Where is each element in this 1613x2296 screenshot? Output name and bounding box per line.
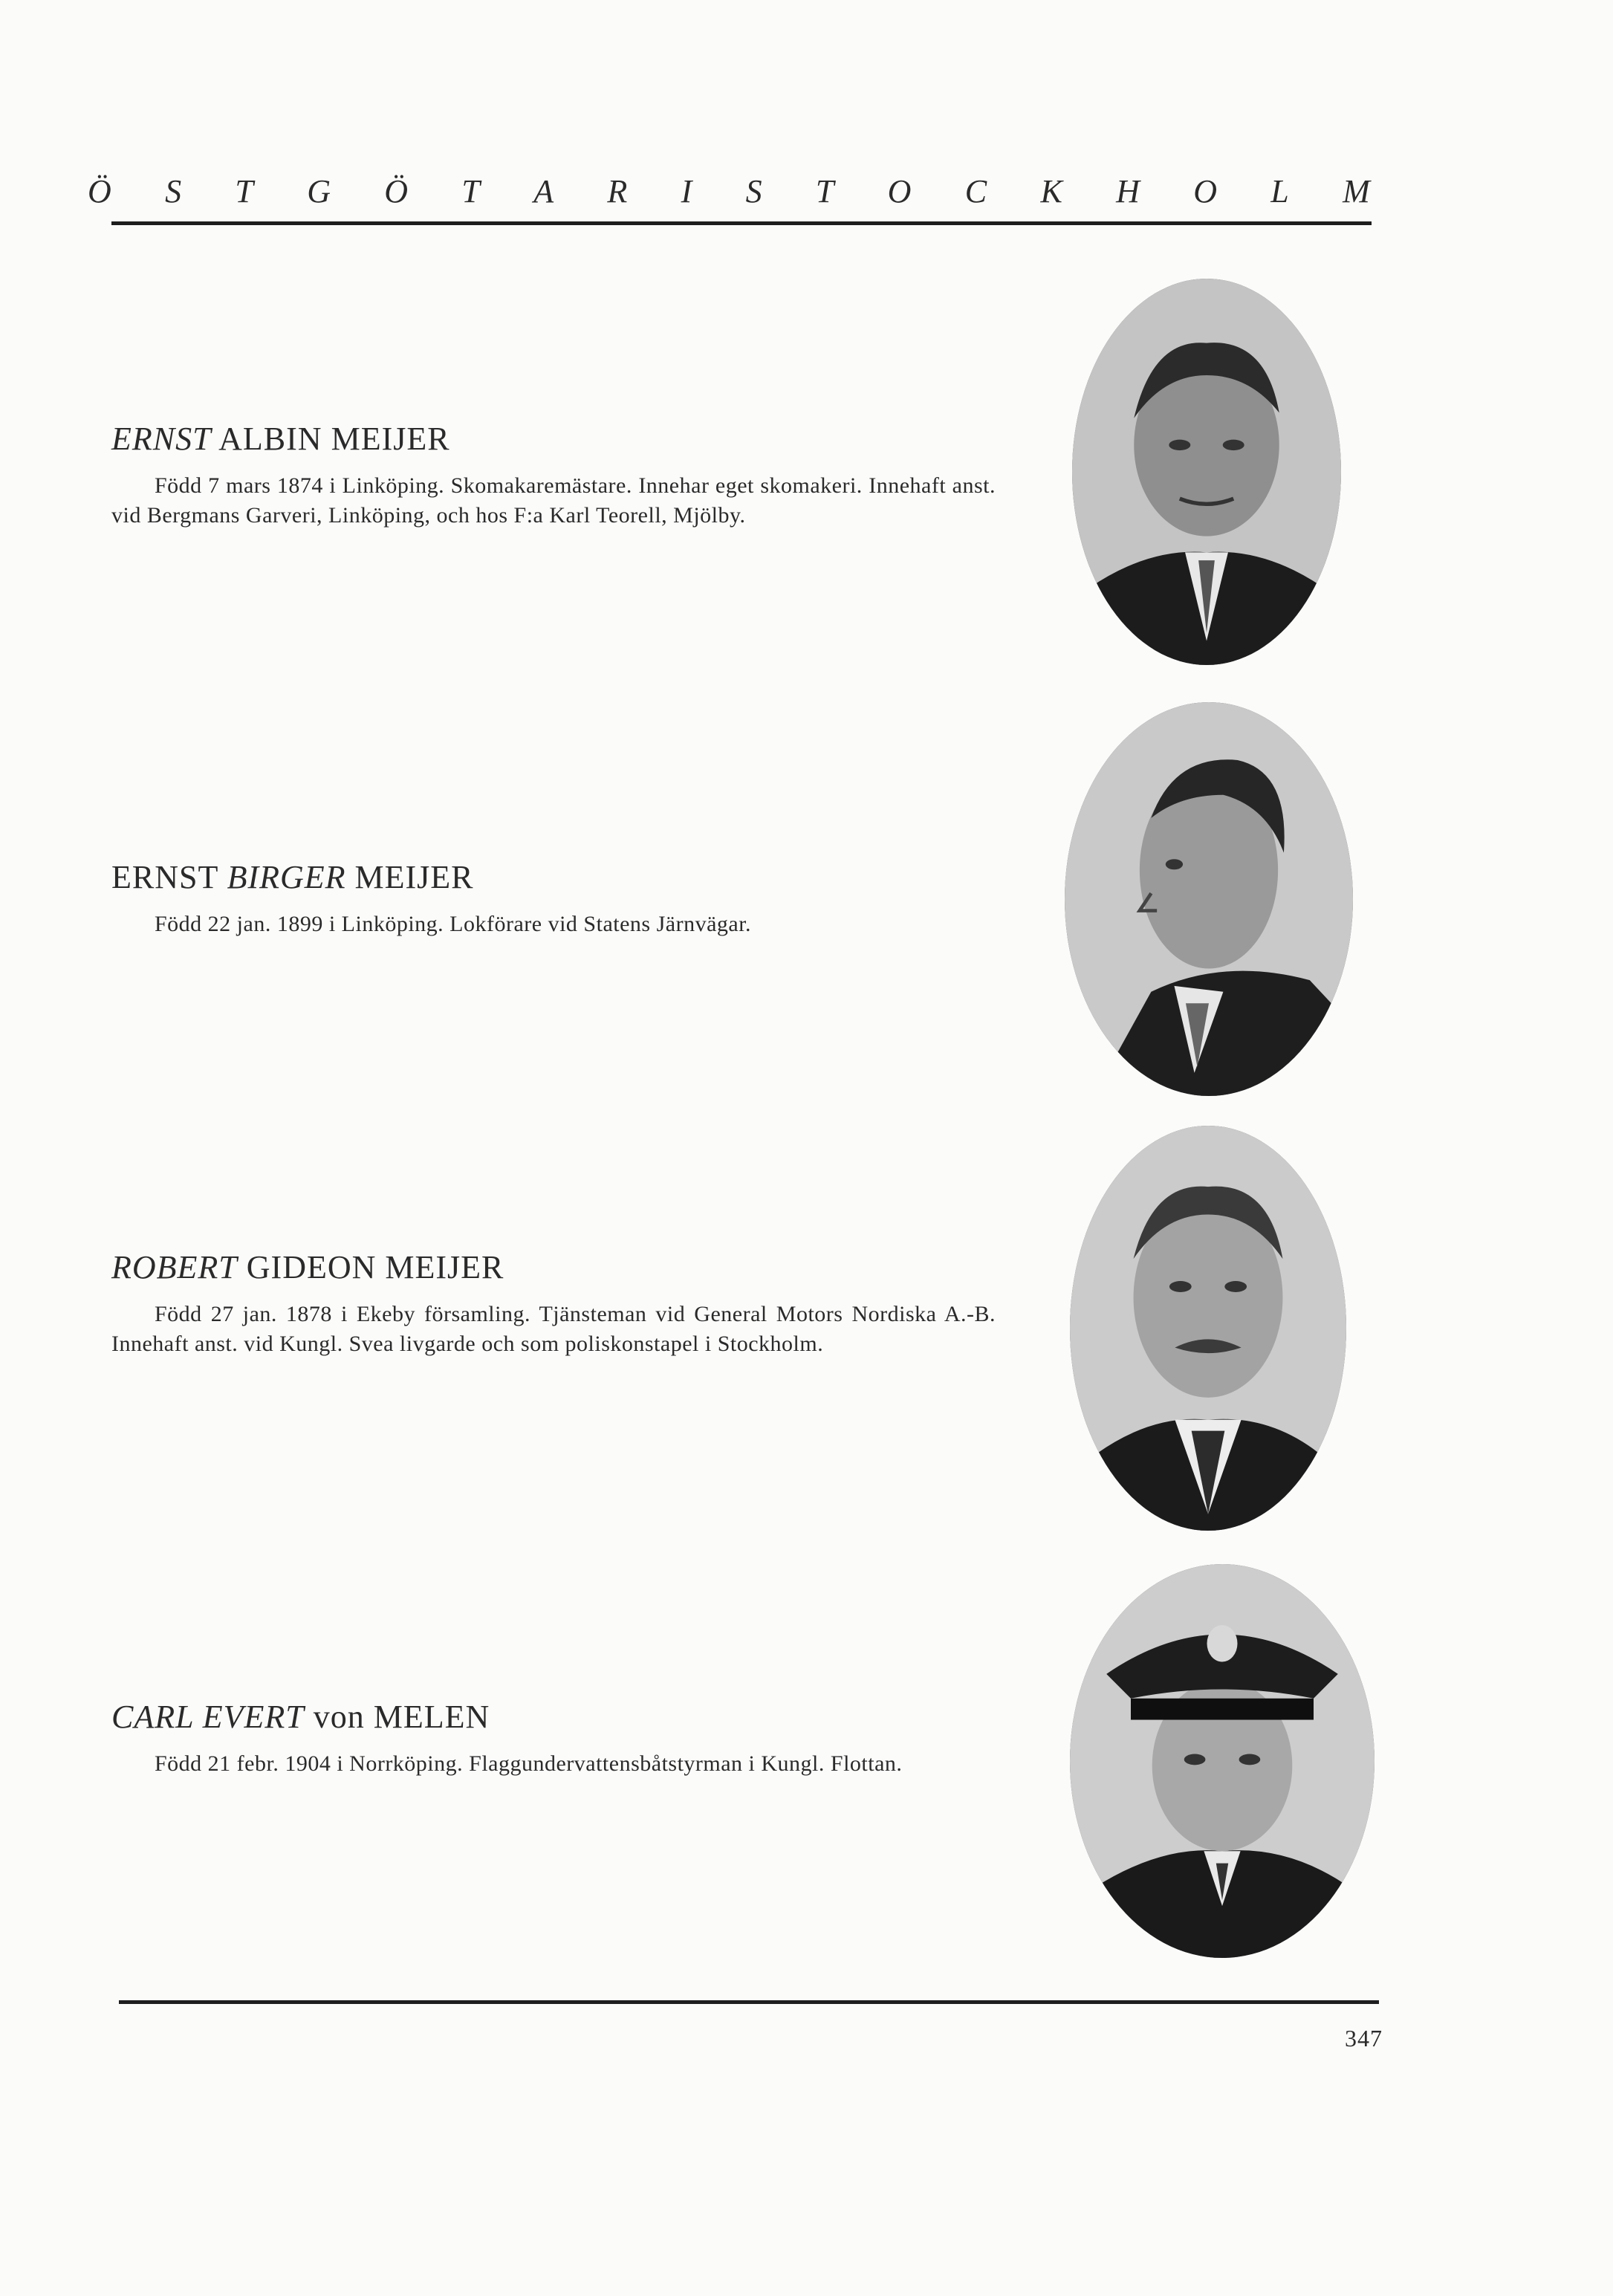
biography-entry [111,858,996,939]
running-head-letter: T [235,173,253,210]
portrait-photo [1070,1564,1375,1958]
running-head-letter: O [887,173,912,210]
running-head [88,172,1370,210]
entry-name [111,858,996,896]
biography-entry [111,1698,996,1779]
biography-entry [111,1248,996,1359]
name-part: GIDEON MEIJER [237,1249,504,1285]
running-head-letter: K [1040,173,1062,210]
name-part: ERNST [111,859,227,895]
name-part: ALBIN MEIJER [211,421,450,457]
name-part: von MELEN [304,1699,490,1735]
running-head-letter: A [533,173,554,210]
running-head-letter: T [461,173,480,210]
portrait-photo [1070,1126,1346,1531]
biography-entry [111,420,996,531]
running-head-letter: C [964,173,987,210]
running-head-letter: Ö [88,173,111,210]
running-head-letter: S [165,173,182,210]
running-head-letter: R [607,173,628,210]
entry-name [111,1248,996,1286]
running-head-letter: Ö [384,173,409,210]
entry-bio: Född 21 febr. 1904 i Norrköping. Flaggundervattensbåtstyrman i Kungl. Flottan. [155,1751,903,1776]
running-head-letter: M [1343,173,1370,210]
name-part: ROBERT [111,1249,238,1285]
name-part: BIRGER [227,859,346,895]
running-head-letter: O [1193,173,1217,210]
entry-name [111,420,996,458]
running-head-letter: I [681,173,692,210]
running-head-letter: T [815,173,834,210]
page-number: 347 [1345,2025,1383,2052]
running-head-letter: L [1270,173,1289,210]
name-part: MEIJER [345,859,474,895]
name-part: CARL EVERT [111,1699,305,1735]
entry-bio: Född 7 mars 1874 i Linköping. Skomakaremästare. Innehar eget skomakeri. Innehaft anst. vid Bergmans Garveri, Linköping, och hos F:a Karl Teorell, Mjölby. [111,473,996,528]
portrait-photo [1072,279,1341,665]
running-head-letter: H [1116,173,1140,210]
entry-bio: Född 22 jan. 1899 i Linköping. Lokförare vid Statens Järnvägar. [155,912,752,936]
running-head-letter: S [745,173,762,210]
footer-rule [119,2000,1379,2004]
entry-name [111,1698,996,1736]
name-part: ERNST [111,421,212,457]
portrait-photo [1065,702,1353,1096]
entry-bio: Född 27 jan. 1878 i Ekeby församling. Tjänsteman vid General Motors Nordiska A.-B. Innehaft anst. vid Kungl. Svea livgarde och som poliskonstapel i Stockholm. [111,1302,996,1356]
running-head-letter: G [307,173,331,210]
header-rule [111,221,1372,225]
